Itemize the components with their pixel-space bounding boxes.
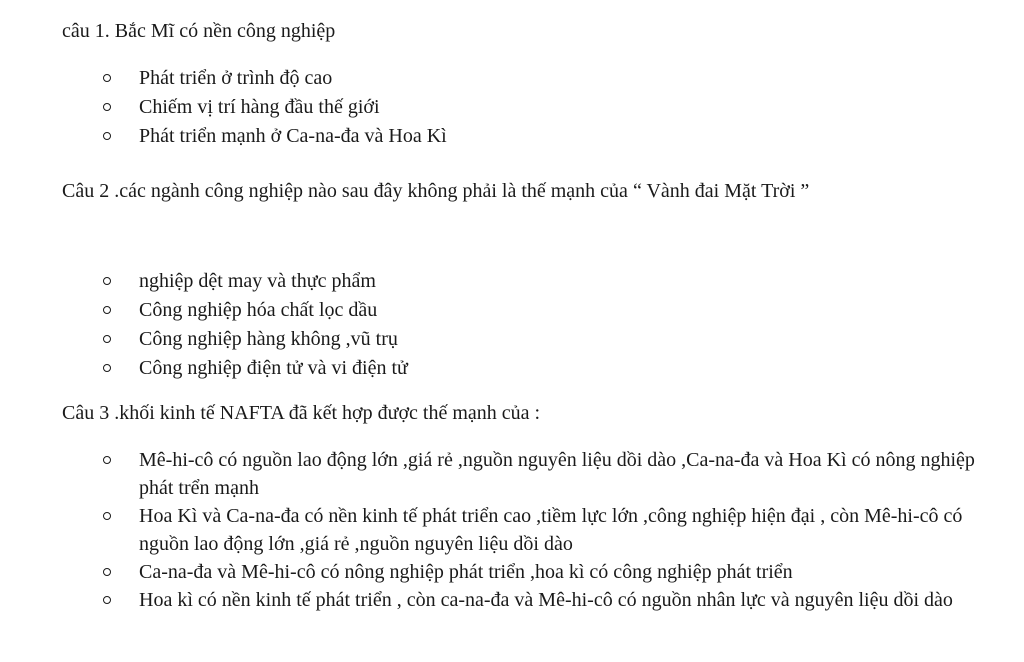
option-text: Phát triển ở trình độ cao [139,67,333,89]
question-2-option-1 [0,267,408,296]
option-text: Phát triển mạnh ở Ca-na-đa và Hoa Kì [139,125,447,147]
hollow-circle-bullet-icon [103,568,111,576]
question-3-text: Câu 3 .khối kinh tế NAFTA đã kết hợp được thế mạnh của : [62,402,541,424]
question-2-option-2 [0,296,408,325]
question-2-text: Câu 2 .các ngành công nghiệp nào sau đây không phải là thế mạnh của “ Vành đai Mặt Trời ” [62,180,810,202]
option-text: Mê-hi-cô có nguồn lao động lớn ,giá rẻ ,nguồn nguyên liệu dồi dào ,Ca-na-đa và Hoa Kì có nông nghiệp phát trển mạnh [139,449,975,499]
question-1-text: câu 1. Bắc Mĩ có nền công nghiệp [62,20,336,42]
question-1-option-3 [0,122,447,151]
hollow-circle-bullet-icon [103,512,111,520]
hollow-circle-bullet-icon [103,364,111,372]
hollow-circle-bullet-icon [103,306,111,314]
question-2-option-3 [0,325,408,354]
hollow-circle-bullet-icon [103,335,111,343]
option-text: Hoa Kì và Ca-na-đa có nền kinh tế phát triển cao ,tiềm lực lớn ,công nghiệp hiện đại , còn Mê-hi-cô có nguồn lao động lớn ,giá rẻ ,nguồn nguyên liệu dồi dào [139,505,963,555]
question-2-option-4 [0,354,408,383]
hollow-circle-bullet-icon [103,596,111,604]
question-3-option-2 [0,502,999,558]
question-1-option-2 [0,93,447,122]
option-text: Công nghiệp hàng không ,vũ trụ [139,328,398,350]
hollow-circle-bullet-icon [103,74,111,82]
question-1-option-1 [0,64,447,93]
question-3-option-4 [0,586,999,614]
option-text: Chiếm vị trí hàng đầu thế giới [139,96,380,118]
hollow-circle-bullet-icon [103,132,111,140]
hollow-circle-bullet-icon [103,103,111,111]
option-text: Ca-na-đa và Mê-hi-cô có nông nghiệp phát triển ,hoa kì có công nghiệp phát triển [139,561,793,583]
question-3-option-3 [0,558,999,586]
question-2-options [0,267,408,383]
question-3-option-1 [0,446,999,502]
option-text: Công nghiệp điện tử và vi điện tử [139,357,408,379]
hollow-circle-bullet-icon [103,456,111,464]
option-text: Công nghiệp hóa chất lọc dầu [139,299,378,321]
option-text: nghiệp dệt may và thực phẩm [139,270,376,292]
hollow-circle-bullet-icon [103,277,111,285]
option-text: Hoa kì có nền kinh tế phát triển , còn ca-na-đa và Mê-hi-cô có nguồn nhân lực và nguyên liệu dồi dào [139,589,953,611]
question-3-options [0,446,999,614]
question-1-options [0,64,447,151]
